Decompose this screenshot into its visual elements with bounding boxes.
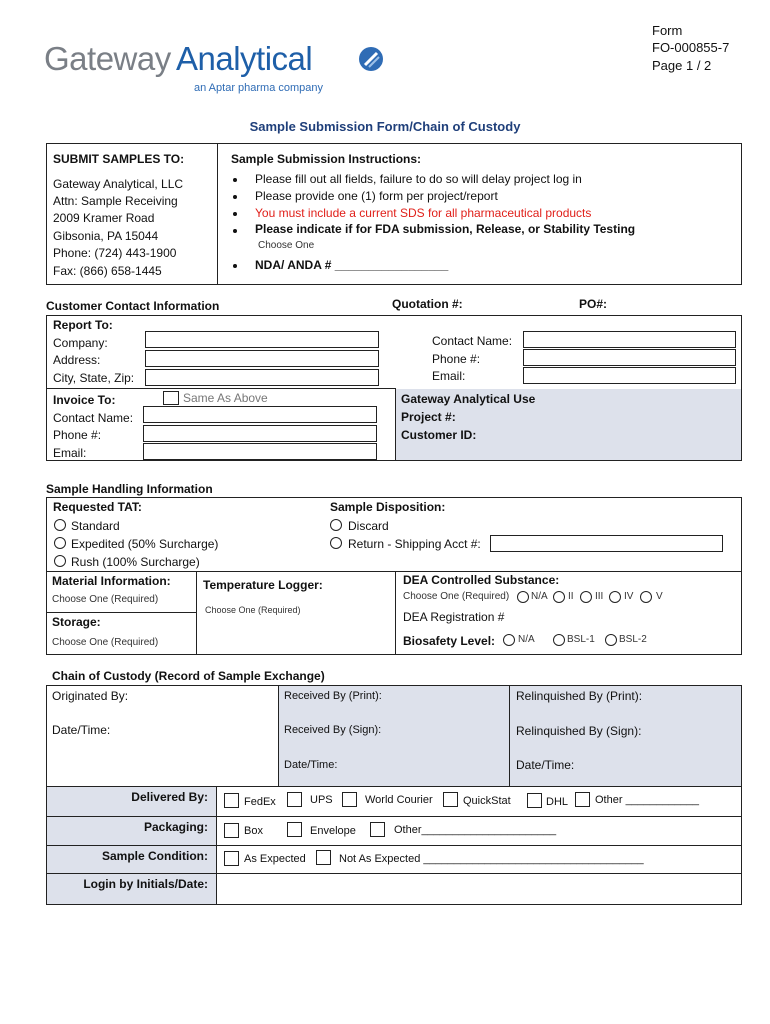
dea-v-radio[interactable]	[640, 591, 652, 603]
dea-label: DEA Controlled Substance:	[403, 573, 560, 587]
bsl-2-radio[interactable]	[605, 634, 617, 646]
delivered-option: QuickStat	[463, 795, 511, 807]
delivered-option: World Courier	[365, 794, 433, 806]
form-number: FO-000855-7	[652, 40, 730, 55]
custody-heading: Chain of Custody (Record of Sample Exchange)	[52, 669, 325, 683]
condition-option: As Expected	[244, 853, 306, 865]
dhl-checkbox[interactable]	[527, 793, 542, 808]
instructions-heading: Sample Submission Instructions:	[231, 152, 422, 166]
invoice-phone-label: Phone #:	[53, 428, 102, 442]
bsl-na-radio[interactable]	[503, 634, 515, 646]
quotation-label: Quotation #:	[392, 297, 463, 311]
phone-label: Phone #:	[432, 352, 481, 366]
report-to-label: Report To:	[53, 318, 113, 332]
disposition-option: Discard	[348, 519, 389, 533]
delivered-option: FedEx	[244, 796, 276, 808]
delivered-option: UPS	[310, 794, 333, 806]
dea-option: V	[656, 591, 663, 602]
invoice-contact-input[interactable]	[143, 406, 377, 423]
handling-heading: Sample Handling Information	[46, 482, 213, 496]
material-label: Material Information:	[52, 574, 171, 588]
logo-wordmark-gateway: Gateway	[44, 40, 171, 77]
as-expected-checkbox[interactable]	[224, 851, 239, 866]
fda-choose-dropdown[interactable]: Choose One	[258, 240, 315, 251]
relinquished-date-label: Date/Time:	[516, 758, 575, 772]
address-label: Address:	[53, 353, 101, 367]
city-label: City, State, Zip:	[53, 371, 135, 385]
tat-option: Rush (100% Surcharge)	[71, 555, 200, 569]
logo-tagline: an Aptar pharma company	[194, 82, 324, 94]
phone-input[interactable]	[523, 349, 736, 366]
logo-emblem-icon	[358, 46, 384, 72]
email-input[interactable]	[523, 367, 736, 384]
relinquished-print-label: Relinquished By (Print):	[516, 689, 643, 703]
envelope-checkbox[interactable]	[287, 822, 302, 837]
company-logo	[44, 40, 394, 98]
invoice-email-input[interactable]	[143, 443, 377, 460]
dea-ii-radio[interactable]	[553, 591, 565, 603]
discard-radio[interactable]	[330, 519, 342, 531]
submit-address-line: Gibsonia, PA 15044	[53, 229, 159, 243]
submit-address-line: Phone: (724) 443-1900	[53, 246, 177, 260]
tat-standard-radio[interactable]	[54, 519, 66, 531]
storage-dropdown[interactable]: Choose One (Required)	[52, 637, 159, 648]
disposition-label: Sample Disposition:	[330, 500, 446, 514]
received-sign-label: Received By (Sign):	[284, 724, 382, 736]
condition-label: Sample Condition:	[102, 849, 208, 863]
tat-option: Expedited (50% Surcharge)	[71, 537, 219, 551]
submit-address-line: Attn: Sample Receiving	[53, 194, 178, 208]
login-label: Login by Initials/Date:	[83, 877, 208, 891]
dea-option: IV	[624, 591, 634, 602]
storage-label: Storage:	[52, 615, 101, 629]
condition-option: Not As Expected ____________________________________	[339, 853, 644, 865]
city-input[interactable]	[145, 369, 379, 386]
submit-address-line: Fax: (866) 658-1445	[53, 264, 162, 278]
delivered-option: Other ____________	[595, 794, 699, 806]
instruction-item: Please fill out all fields, failure to do so will delay project log in	[255, 172, 582, 186]
relinquished-sign-label: Relinquished By (Sign):	[516, 724, 642, 738]
dea-dropdown[interactable]: Choose One (Required)	[403, 591, 510, 602]
dea-option: N/A	[531, 591, 548, 602]
same-as-above-label: Same As Above	[183, 391, 268, 405]
packaging-option: Other______________________	[394, 824, 557, 836]
fedex-checkbox[interactable]	[224, 793, 239, 808]
tat-option: Standard	[71, 519, 120, 533]
company-label: Company:	[53, 336, 108, 350]
not-as-expected-checkbox[interactable]	[316, 850, 331, 865]
logger-dropdown[interactable]: Choose One (Required)	[205, 605, 301, 615]
page-number: Page 1 / 2	[652, 58, 712, 73]
instruction-item-sds: You must include a current SDS for all pharmaceutical products	[255, 206, 592, 220]
disposition-option: Return - Shipping Acct #:	[348, 537, 481, 551]
submit-address-line: 2009 Kramer Road	[53, 211, 155, 225]
originated-date-label: Date/Time:	[52, 723, 111, 737]
logo-wordmark-analytical: Analytical	[176, 40, 313, 77]
nda-field[interactable]: NDA/ ANDA # _________________	[255, 258, 449, 272]
bsl-option: N/A	[518, 634, 535, 645]
invoice-to-label: Invoice To:	[53, 393, 116, 407]
tat-label: Requested TAT:	[53, 500, 142, 514]
tat-expedited-radio[interactable]	[54, 537, 66, 549]
dea-registration-label: DEA Registration #	[403, 610, 505, 624]
packaging-label: Packaging:	[143, 820, 208, 834]
delivered-by-label: Delivered By:	[131, 790, 208, 804]
page-title: Sample Submission Form/Chain of Custody	[249, 119, 521, 134]
submit-heading: SUBMIT SAMPLES TO:	[53, 152, 185, 166]
shipping-acct-input[interactable]	[490, 535, 723, 552]
material-dropdown[interactable]: Choose One (Required)	[52, 594, 159, 605]
bsl-option: BSL-2	[619, 634, 647, 645]
received-print-label: Received By (Print):	[284, 690, 382, 702]
contact-name-label: Contact Name:	[432, 334, 513, 348]
gateway-use-heading: Gateway Analytical Use	[401, 392, 536, 406]
received-date-label: Date/Time:	[284, 759, 338, 771]
originated-by-label: Originated By:	[52, 689, 129, 703]
quickstat-checkbox[interactable]	[443, 792, 458, 807]
invoice-email-label: Email:	[53, 446, 87, 460]
project-label: Project #:	[401, 410, 456, 424]
dea-na-radio[interactable]	[517, 591, 529, 603]
contact-name-input[interactable]	[523, 331, 736, 348]
delivered-option: DHL	[546, 796, 569, 808]
tat-rush-radio[interactable]	[54, 555, 66, 567]
invoice-phone-input[interactable]	[143, 425, 377, 442]
packaging-option: Envelope	[310, 825, 356, 837]
box-checkbox[interactable]	[224, 823, 239, 838]
dea-iii-radio[interactable]	[580, 591, 592, 603]
address-input[interactable]	[145, 350, 379, 367]
ups-checkbox[interactable]	[287, 792, 302, 807]
dea-option: II	[568, 591, 574, 602]
bsl-option: BSL-1	[567, 634, 595, 645]
email-label: Email:	[432, 369, 466, 383]
submit-address-line: Gateway Analytical, LLC	[53, 177, 184, 191]
customer-heading: Customer Contact Information	[46, 299, 220, 313]
customer-id-label: Customer ID:	[401, 428, 477, 442]
po-label: PO#:	[579, 297, 608, 311]
dea-iv-radio[interactable]	[609, 591, 621, 603]
instruction-item: Please provide one (1) form per project/report	[255, 189, 498, 203]
invoice-contact-label: Contact Name:	[53, 411, 134, 425]
dea-option: III	[595, 591, 604, 602]
bsl-1-radio[interactable]	[553, 634, 565, 646]
other-carrier-checkbox[interactable]	[575, 792, 590, 807]
logger-label: Temperature Logger:	[203, 578, 323, 592]
return-radio[interactable]	[330, 537, 342, 549]
packaging-option: Box	[244, 825, 263, 837]
instruction-item: Please indicate if for FDA submission, Release, or Stability Testing	[255, 222, 636, 236]
company-input[interactable]	[145, 331, 379, 348]
world-courier-checkbox[interactable]	[342, 792, 357, 807]
biosafety-label: Biosafety Level:	[403, 634, 496, 648]
other-packaging-checkbox[interactable]	[370, 822, 385, 837]
form-label: Form	[652, 23, 683, 38]
same-as-above-checkbox[interactable]	[163, 391, 179, 405]
